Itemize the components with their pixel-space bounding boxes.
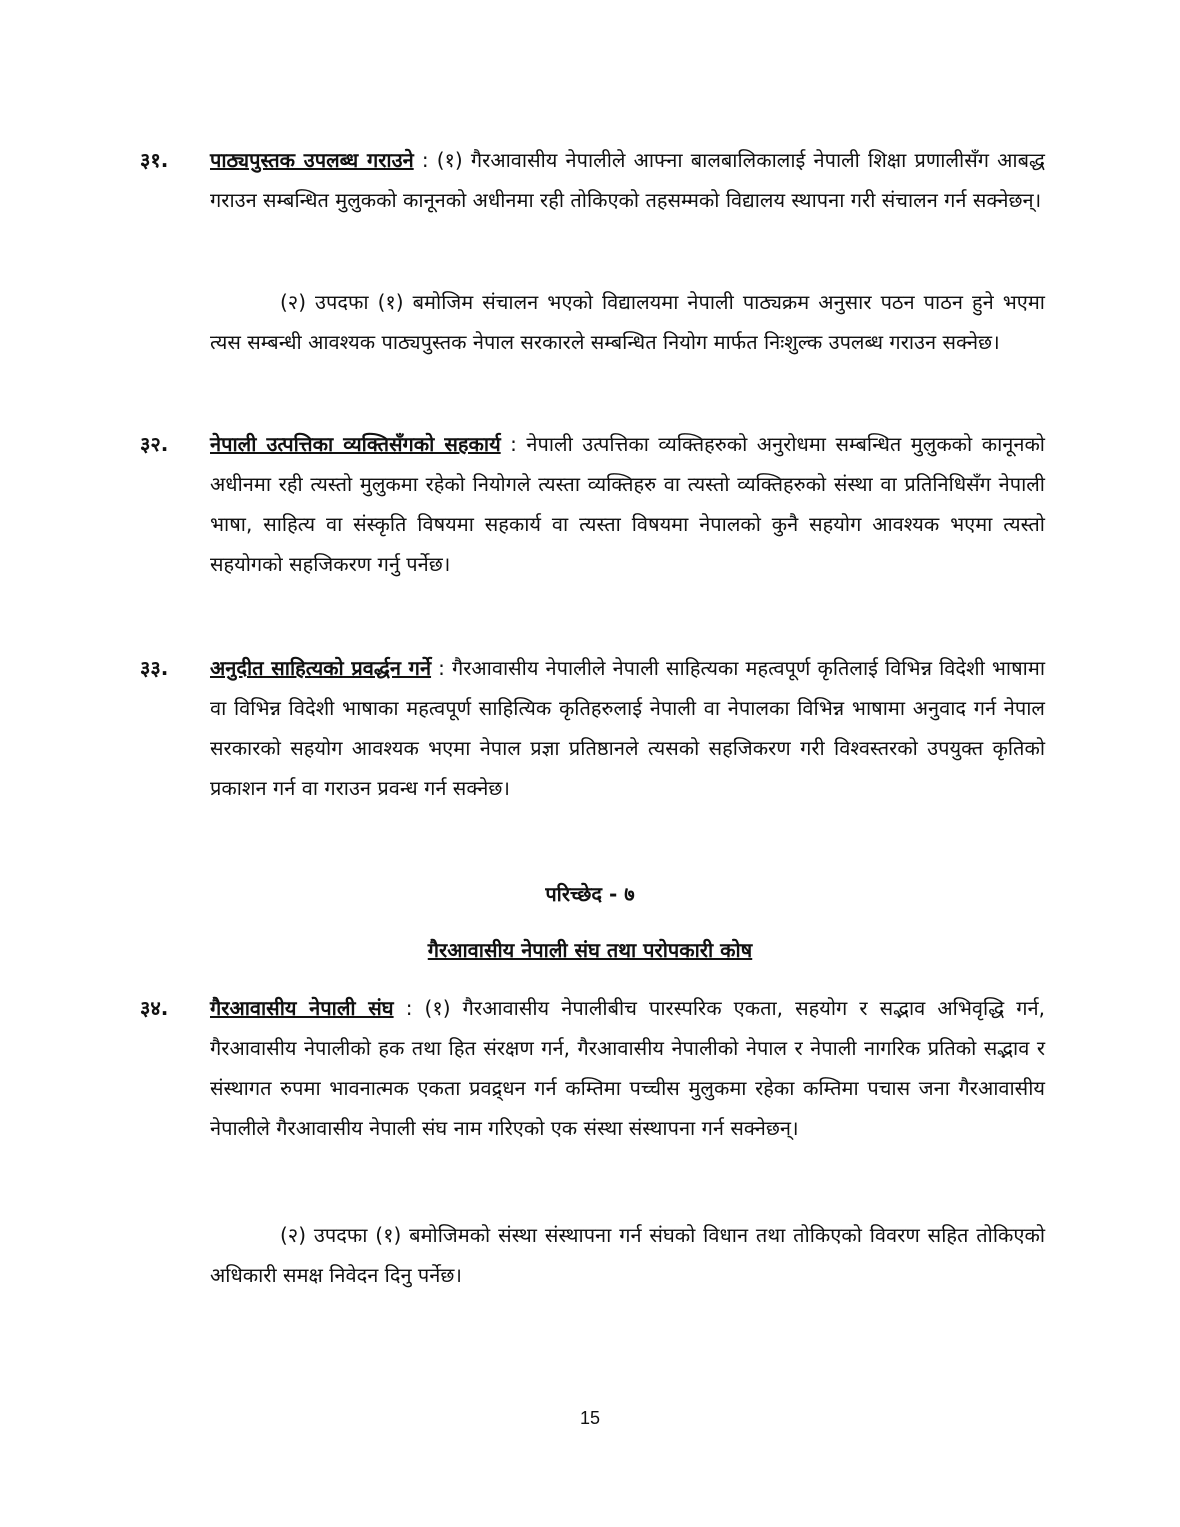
heading-separator: : xyxy=(431,656,452,680)
section-number: ३१. xyxy=(140,148,169,172)
section-text: नेपाली उत्पत्तिका व्यक्तिहरुको अनुरोधमा सम्बन्धित मुलुकको कानूनको अधीनमा रही त्यस्तो मुलुकमा रहेको नियोगले त्यस्ता व्यक्तिहरु वा त्यस्तो व्यक्तिहरुको संस्था वा प्रतिनिधिसँग नेपाली भाषा, साहित्य वा संस्कृति विषयमा सहकार्य वा त्यस्ता विषयमा नेपालको कुनै सहयोग आवश्यक भएमा त्यस्तो सहयोगको सहजिकरण गर्नु पर्नेछ। xyxy=(210,432,1045,576)
section-text: गैरआवासीय नेपालीले नेपाली साहित्यका महत्वपूर्ण कृतिलाई विभिन्न विदेशी भाषामा वा विभिन्न विदेशी भाषाका महत्वपूर्ण साहित्यिक कृतिहरुलाई नेपाली वा नेपालका विभिन्न भाषामा अनुवाद गर्न नेपाल सरकारको सहयोग आवश्यक भएमा नेपाल प्रज्ञा प्रतिष्ठानले त्यसको सहजिकरण गरी विश्वस्तरको उपयुक्त कृतिको प्रकाशन गर्न वा गराउन प्रवन्ध गर्न सक्नेछ। xyxy=(210,656,1045,800)
subsection-31-2: (२) उपदफा (१) बमोजिम संचालन भएको विद्यालयमा नेपाली पाठ्यक्रम अनुसार पठन पाठन हुने भएमा त्यस सम्बन्धी आवश्यक पाठ्यपुस्तक नेपाल सरकारले सम्बन्धित नियोग मार्फत निःशुल्क उपलब्ध गराउन सक्नेछ। xyxy=(210,290,1045,354)
section-32 xyxy=(140,424,1045,584)
section-heading: गैरआवासीय नेपाली संघ xyxy=(210,996,394,1020)
section-heading: नेपाली उत्पत्तिका व्यक्तिसँगको सहकार्य xyxy=(210,432,501,456)
section-number: ३३. xyxy=(140,656,169,680)
section-number: ३४. xyxy=(140,996,169,1020)
section-body xyxy=(210,648,1045,808)
section-heading: अनुदीत साहित्यको प्रवर्द्धन गर्ने xyxy=(210,656,432,680)
section-text: (१) गैरआवासीय नेपालीले आफ्ना बालबालिकालाई नेपाली शिक्षा प्रणालीसँग आबद्ध गराउन सम्बन्धित मुलुकको कानूनको अधीनमा रही तोकिएको तहसम्मको विद्यालय स्थापना गरी संचालन गर्न सक्नेछन्। xyxy=(210,148,1046,212)
section-heading: पाठ्यपुस्तक उपलब्ध गराउने xyxy=(210,148,414,172)
heading-separator: : xyxy=(393,996,425,1020)
section-text: (१) गैरआवासीय नेपालीबीच पारस्परिक एकता, सहयोग र सद्भाव अभिवृद्धि गर्न, गैरआवासीय नेपालीको हक तथा हित संरक्षण गर्न, गैरआवासीय नेपालीको नेपाल र नेपाली नागरिक प्रतिको सद्भाव र संस्थागत रुपमा भावनात्मक एकता प्रवद्र्धन गर्न कम्तिमा पच्चीस मुलुकमा रहेका कम्तिमा पचास जना गैरआवासीय नेपालीले गैरआवासीय नेपाली संघ नाम गरिएको एक संस्था संस्थापना गर्न सक्नेछन्। xyxy=(210,996,1045,1140)
section-31 xyxy=(140,140,1045,220)
chapter-label: परिच्छेद - ७ xyxy=(545,882,635,906)
page-number: 15 xyxy=(579,1408,601,1428)
section-body xyxy=(210,988,1045,1148)
section-body xyxy=(210,424,1045,584)
chapter-title: गैरआवासीय नेपाली संघ तथा परोपकारी कोष xyxy=(427,938,753,962)
section-body xyxy=(210,140,1045,220)
section-34 xyxy=(140,988,1045,1148)
heading-separator: : xyxy=(413,148,437,172)
section-number: ३२. xyxy=(140,432,169,456)
section-33 xyxy=(140,648,1045,808)
heading-separator: : xyxy=(500,432,527,456)
subsection-34-2: (२) उपदफा (१) बमोजिमको संस्था संस्थापना गर्न संघको विधान तथा तोकिएको विवरण सहित तोकिएको अधिकारी समक्ष निवेदन दिनु पर्नेछ। xyxy=(210,1223,1045,1287)
